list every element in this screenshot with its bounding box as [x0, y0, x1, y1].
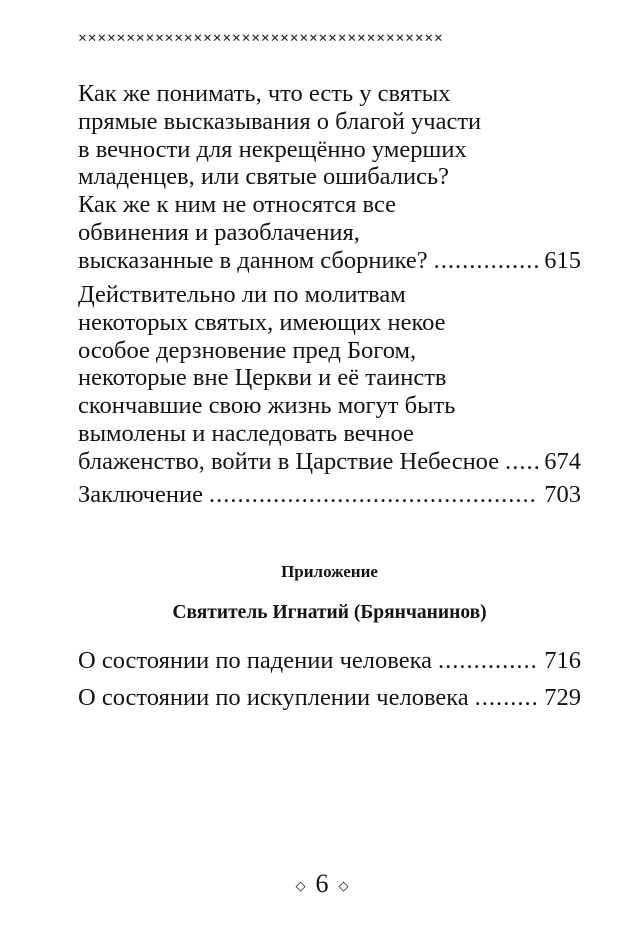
toc-entry-text: О состоянии по падении человека	[78, 647, 432, 674]
toc-entry-line: Как же к ним не относятся все	[78, 191, 397, 219]
toc-entry-line: Как же понимать, что есть у святых	[78, 80, 451, 107]
page-number: 716	[544, 647, 581, 674]
diamond-icon: ◇	[295, 878, 306, 894]
toc-entry-infants	[78, 80, 581, 275]
page-number: 615	[544, 246, 581, 274]
toc-entry-line: младенцев, или святые ошибались?	[78, 163, 450, 191]
appendix-author: Святитель Игнатий (Брянчанинов)	[172, 602, 487, 623]
toc-entry-line: прямые высказывания о благой участи	[78, 107, 482, 135]
toc-entry-text: О состоянии по искуплении человека	[78, 684, 469, 711]
dot-leader	[475, 684, 539, 712]
toc-entry-last-line	[78, 684, 581, 712]
folio-number: 6	[315, 869, 329, 898]
dot-leader	[438, 647, 538, 675]
dot-leader	[209, 481, 538, 509]
toc-entry-conclusion	[78, 481, 581, 509]
toc-entry-last-line	[78, 247, 581, 275]
toc-entry-line: скончавшие свою жизнь могут быть	[78, 392, 456, 420]
toc-entry-last-line	[78, 481, 581, 509]
toc-entry-line: Действительно ли по молитвам	[78, 281, 406, 308]
toc-entry-text: Заключение	[78, 481, 203, 508]
toc-entry-last-line	[78, 647, 581, 675]
appendix-title: Приложение	[281, 562, 378, 581]
page-number: 729	[544, 684, 581, 711]
toc-entry-line: некоторые вне Церкви и её таинств	[78, 364, 447, 392]
toc-entry-text: высказанные в данном сборнике?	[78, 246, 428, 274]
toc-entry-line: особое дерзновение пред Богом,	[78, 336, 417, 364]
page-footer	[0, 869, 644, 899]
toc-entry-last-line	[78, 448, 581, 476]
dot-leader	[434, 247, 539, 275]
toc-entry-redemption	[78, 684, 581, 712]
page-number: 703	[544, 481, 581, 508]
toc-entry-fall	[78, 647, 581, 675]
toc-entry-line: некоторых святых, имеющих некое	[78, 308, 446, 336]
toc-entry-line: обвинения и разоблачения,	[78, 218, 360, 246]
page-number: 674	[544, 447, 581, 475]
toc-entry-line: в вечности для некрещённо умерших	[78, 135, 467, 163]
toc-entry-prayers	[78, 281, 581, 476]
toc-entry-text: блаженство, войти в Царствие Небесное	[78, 447, 500, 475]
diamond-icon: ◇	[338, 878, 349, 894]
dot-leader	[505, 448, 538, 476]
toc-entry-line: вымолены и наследовать вечное	[78, 419, 414, 447]
header-ornament: ××××××××××××××××××××××××××××××××××××××	[78, 30, 444, 47]
